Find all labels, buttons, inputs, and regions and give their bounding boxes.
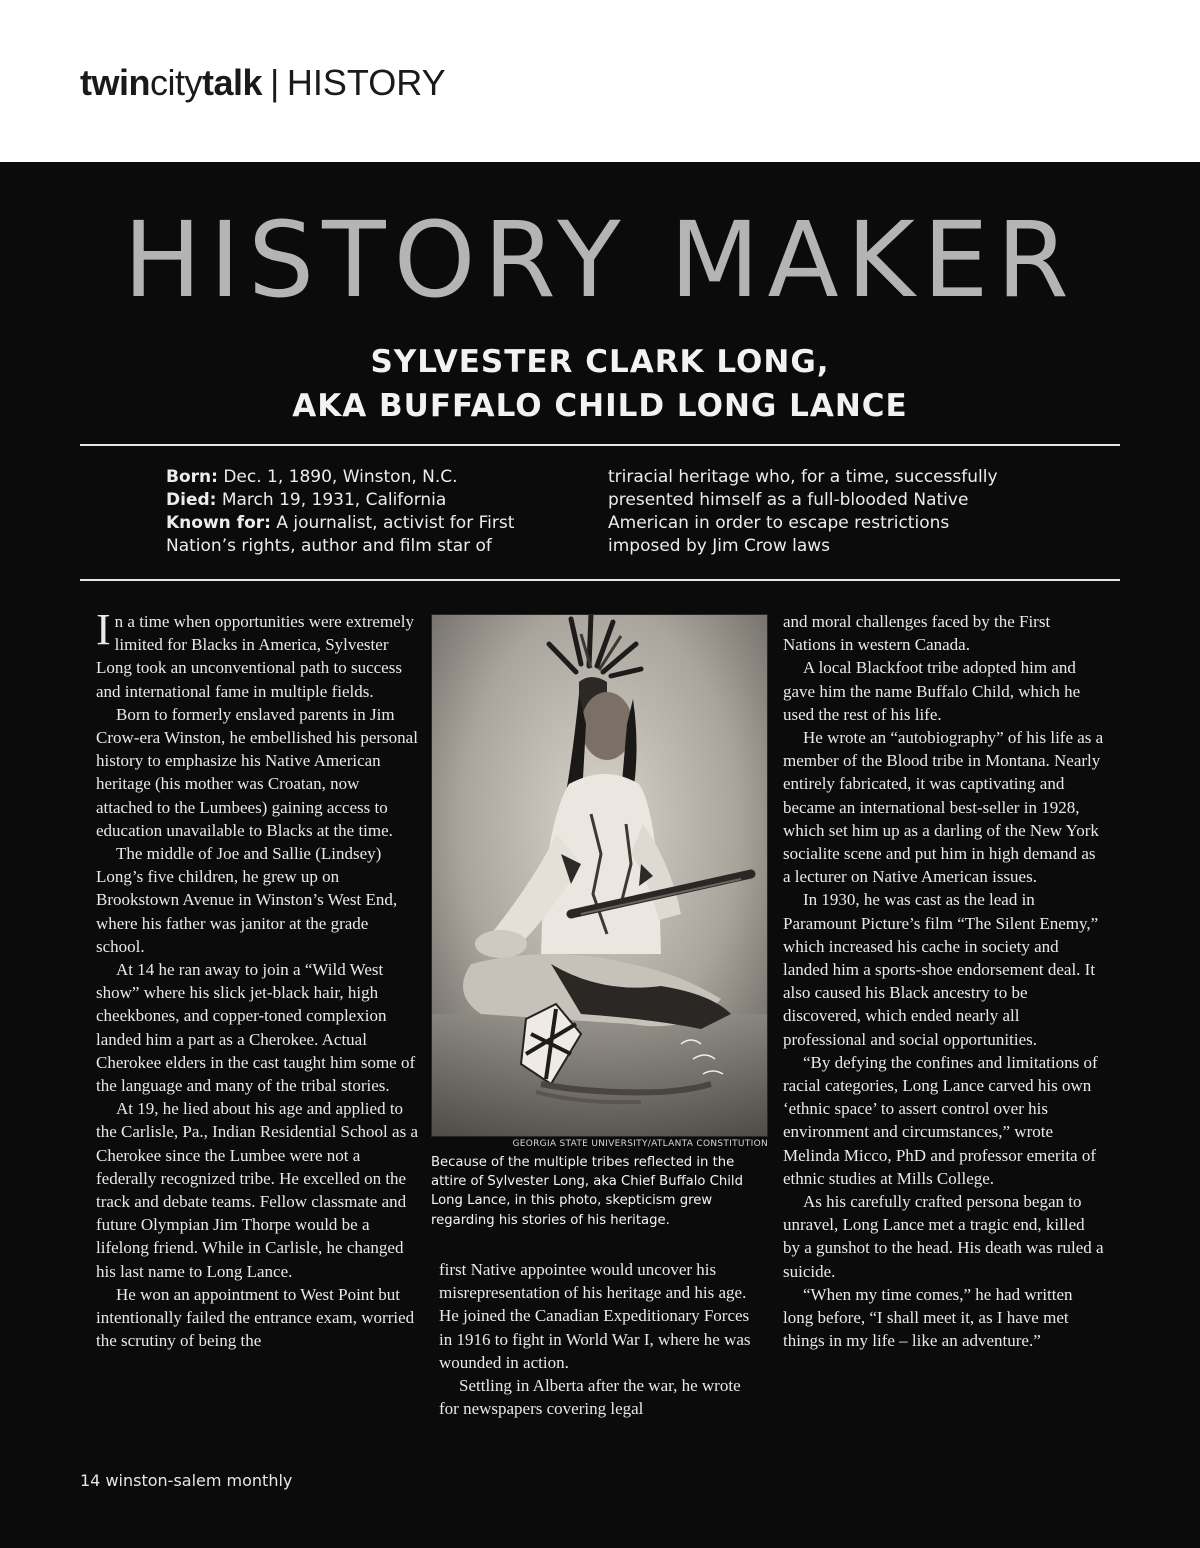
known-line — [166, 512, 586, 535]
page-number: 14 — [80, 1471, 101, 1490]
drop-cap: I — [96, 605, 111, 654]
body-paragraph: first Native appointee would uncover his misrepresentation of his heritage and his age. He joined the Canadian Expeditionary Forces in 1916 to fight in World War I, where he was wounded in action. — [439, 1260, 751, 1372]
known-value-2: Nation’s rights, author and film star of — [166, 536, 492, 556]
body-paragraph: At 14 he ran away to join a “Wild West show” where his slick jet-black hair, high cheekbones, and copper-toned complexion landed him a part as a Cherokee. Actual Cherokee elders in the cast taught him some of the language and many of the tribal stories. — [96, 960, 416, 1096]
subheadline — [100, 340, 1100, 428]
born-label: Born: — [166, 467, 218, 487]
headline: HISTORY MAKER — [123, 199, 1077, 321]
known-label: Known for: — [166, 513, 271, 533]
body-paragraph: He wrote an “autobiography” of his life as a member of the Blood tribe in Montana. Nearly entirely fabricated, it was captivating and became an international best-seller in 1928, which set him up as a darling of the New York socialite scene and put him in high demand as a lecturer on Native American issues. — [783, 728, 1104, 887]
top-divider — [80, 444, 1120, 446]
bottom-divider — [80, 579, 1120, 581]
section-label: HISTORY — [286, 62, 446, 103]
brand-logo-city: city — [149, 62, 202, 103]
article-column-2 — [439, 1258, 761, 1420]
page-footer — [80, 1471, 292, 1490]
facts-left — [166, 466, 586, 558]
body-paragraph: A local Blackfoot tribe adopted him and gave him the name Buffalo Child, which he used the rest of his life. — [783, 658, 1081, 724]
facts-right — [608, 466, 1088, 558]
known-value-5: American in order to escape restrictions — [608, 513, 950, 533]
body-paragraph: “When my time comes,” he had written long before, “I shall meet it, as I have met things in my life – like an adventure.” — [783, 1284, 1073, 1351]
body-paragraph: Settling in Alberta after the war, he wrote for newspapers covering legal — [439, 1376, 741, 1419]
known-value-3: triracial heritage who, for a time, successfully — [608, 467, 998, 487]
body-paragraph: At 19, he lied about his age and applied to the Carlisle, Pa., Indian Residential School as a Cherokee since the Lumbee were not a federally recognized tribe. He excelled on the track and debate teams. Fellow classmate and future Olympian Jim Thorpe would be a lifelong friend. While in Carlisle, he changed his last name to Long Lance. — [96, 1099, 418, 1281]
subheadline-line-1: SYLVESTER CLARK LONG, — [370, 344, 830, 380]
article-column-3 — [783, 610, 1105, 1353]
body-paragraph: He won an appointment to West Point but intentionally failed the entrance exam, worried the scrutiny of being the — [96, 1284, 415, 1351]
body-paragraph: The middle of Joe and Sallie (Lindsey) Long’s five children, he grew up on Brookstown Avenue in Winston’s West End, where his father was janitor at the grade school. — [96, 844, 398, 956]
died-label: Died: — [166, 490, 217, 510]
brand-separator: | — [270, 62, 279, 103]
header-band — [0, 0, 1200, 162]
brand-header — [80, 62, 446, 104]
body-paragraph: and moral challenges faced by the First Nations in western Canada. — [783, 612, 1051, 655]
brand-logo-talk: talk — [201, 62, 263, 103]
known-value-1: A journalist, activist for First — [270, 513, 515, 533]
body-paragraph: In a time when opportunities were extremely limited for Blacks in America, Sylvester Long took an unconventional path to success and international fame in multiple fields. — [96, 605, 414, 701]
portrait-photo — [431, 614, 768, 1137]
body-paragraph: As his carefully crafted persona began to unravel, Long Lance met a tragic end, killed by a gunshot to the head. His death was ruled a suicide. — [783, 1192, 1104, 1281]
article-column-1 — [96, 605, 420, 1353]
body-paragraph: In 1930, he was cast as the lead in Paramount Picture’s film “The Silent Enemy,” which increased his cache in society and landed him a sports-shoe endorsement deal. It also caused his Black ancestry to be discovered, which ended nearly all professional and social opportunities. — [783, 890, 1099, 1049]
born-value: Dec. 1, 1890, Winston, N.C. — [217, 467, 458, 487]
publication-name: winston-salem monthly — [105, 1471, 293, 1490]
brand-logo-twin: twin — [80, 62, 150, 103]
subheadline-line-2: AKA BUFFALO CHILD LONG LANCE — [292, 388, 908, 424]
died-line — [166, 489, 586, 512]
known-value-6: imposed by Jim Crow laws — [608, 536, 831, 556]
photo-credit: GEORGIA STATE UNIVERSITY/ATLANTA CONSTITUTION — [512, 1139, 768, 1149]
photo-caption: Because of the multiple tribes reflected in the attire of Sylvester Long, aka Chief Buffalo Child Long Lance, in this photo, skepticism grew regarding his stories of his heritage. — [431, 1155, 743, 1228]
body-paragraph: “By defying the confines and limitations of racial categories, Long Lance carved his own ‘ethnic space’ to assert control over his environment and circumstances,” wrote Melinda Micco, PhD and professor emerita of ethnic studies at Mills College. — [783, 1052, 1098, 1188]
known-value-4: presented himself as a full-blooded Native — [608, 490, 969, 510]
body-paragraph: Born to formerly enslaved parents in Jim Crow-era Winston, he embellished his personal history to emphasize his Native American heritage (his mother was Croatan, now attached to the Lumbees) gaining access to education unavailable to Blacks at the time. — [96, 704, 418, 840]
died-value: March 19, 1931, California — [216, 490, 447, 510]
born-line — [166, 466, 586, 489]
